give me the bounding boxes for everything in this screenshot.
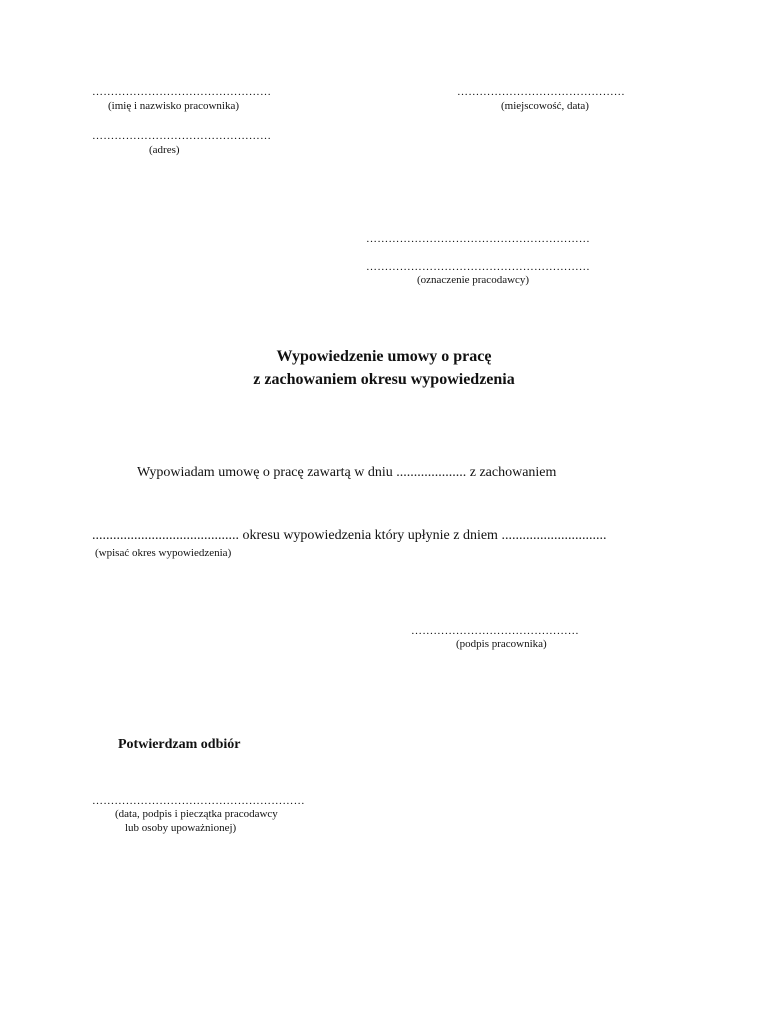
place-date-label: (miejscowość, data) bbox=[501, 100, 589, 112]
receipt-label-line1: (data, podpis i pieczątka pracodawcy bbox=[115, 808, 278, 820]
receipt-dots: ………………………………………………… bbox=[92, 795, 305, 807]
address-label: (adres) bbox=[149, 144, 180, 156]
employer-dots-line1: …………………………………………………… bbox=[366, 233, 590, 245]
place-date-dots: ……………………………………… bbox=[457, 86, 625, 98]
employee-name-label: (imię i nazwisko pracownika) bbox=[108, 100, 240, 112]
sentence1-suffix: z zachowaniem bbox=[469, 465, 557, 480]
end-date-dots: .............................. bbox=[501, 528, 607, 543]
employer-dots-line2: …………………………………………………… bbox=[366, 261, 590, 273]
sentence1-prefix: Wypowiadam umowę o pracę zawartą w dniu bbox=[137, 465, 393, 480]
termination-sentence-line1 bbox=[137, 464, 556, 482]
receipt-label-line2: lub osoby upoważnionej) bbox=[125, 822, 237, 834]
receipt-heading: Potwierdzam odbiór bbox=[118, 737, 241, 752]
signature-dots: ……………………………………… bbox=[411, 625, 579, 637]
notice-period-label: (wpisać okres wypowiedzenia) bbox=[95, 547, 232, 559]
signature-label: (podpis pracownika) bbox=[456, 638, 547, 650]
document-title-line2: z zachowaniem okresu wypowiedzenia bbox=[253, 371, 515, 388]
employer-label: (oznaczenie pracodawcy) bbox=[417, 274, 530, 286]
contract-date-dots: .................... bbox=[396, 465, 467, 480]
notice-period-dots: .......................................... bbox=[92, 528, 239, 543]
sentence2-middle: okresu wypowiedzenia który upłynie z dniem bbox=[242, 528, 498, 543]
address-dots: ………………………………………… bbox=[92, 130, 272, 142]
document-title-line1: Wypowiedzenie umowy o pracę bbox=[276, 348, 492, 365]
employee-name-dots: ………………………………………… bbox=[92, 86, 272, 98]
termination-sentence-line2 bbox=[92, 527, 606, 545]
